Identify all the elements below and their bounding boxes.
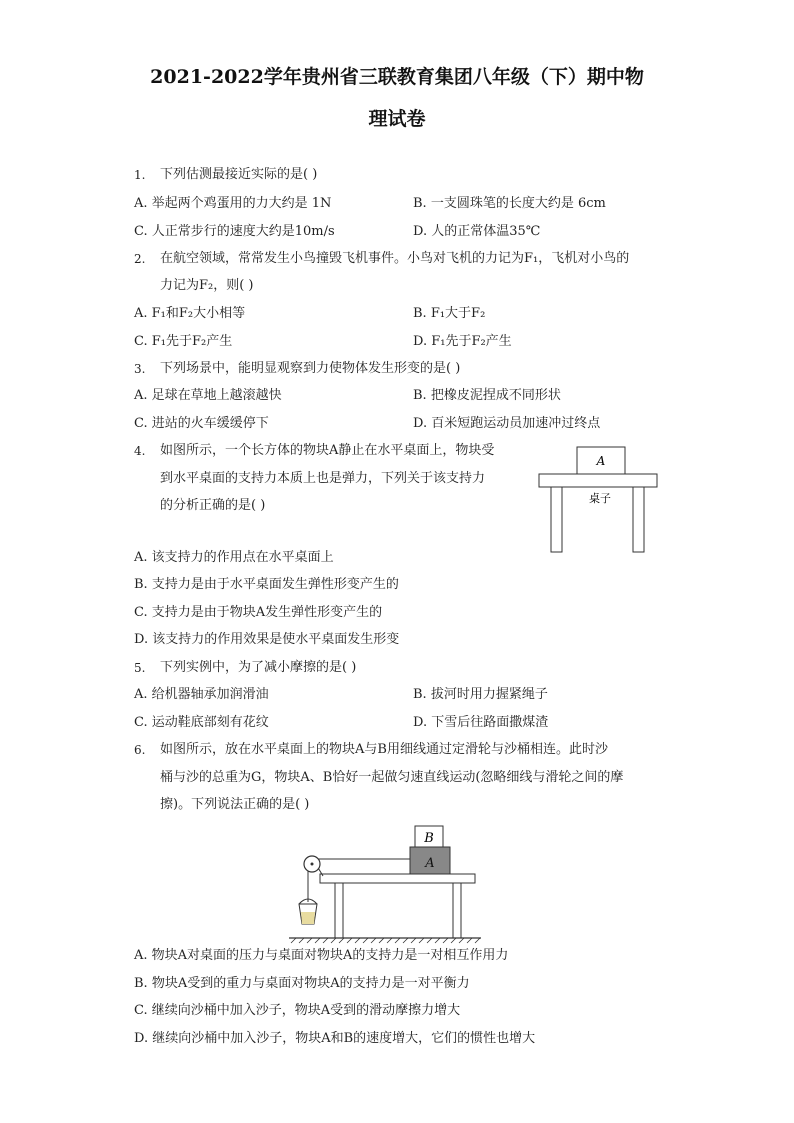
pulley-axle bbox=[311, 863, 314, 866]
question-stem-line3: 擦)。下列说法正确的是( ) bbox=[160, 797, 310, 812]
question-stem-line3: 的分析正确的是( ) bbox=[160, 498, 266, 513]
option-d[interactable]: D. 百米短跑运动员加速冲过终点 bbox=[413, 416, 601, 431]
option-a[interactable]: A. 举起两个鸡蛋用的力大约是 1N bbox=[134, 196, 332, 211]
block-a-label: A bbox=[596, 454, 606, 468]
question-number: 4. bbox=[134, 444, 146, 458]
question-number: 6. bbox=[134, 743, 146, 757]
option-b[interactable]: B. 支持力是由于水平桌面发生弹性形变产生的 bbox=[134, 577, 399, 592]
option-a[interactable]: A. 给机器轴承加润滑油 bbox=[134, 687, 269, 702]
option-c[interactable]: C. 继续向沙桶中加入沙子，物块A受到的滑动摩擦力增大 bbox=[134, 1003, 461, 1018]
option-a[interactable]: A. 物块A对桌面的压力与桌面对物块A的支持力是一对相互作用力 bbox=[134, 948, 509, 963]
question-number: 1. bbox=[134, 168, 146, 182]
ground-hatching bbox=[291, 938, 480, 943]
question-stem-line2: 桶与沙的总重为G，物块A、B恰好一起做匀速直线运动(忽略细线与滑轮之间的摩 bbox=[160, 770, 624, 785]
option-c[interactable]: C. 人正常步行的速度大约是10m/s bbox=[134, 224, 335, 239]
question-stem: 下列实例中，为了减小摩擦的是( ) bbox=[160, 660, 357, 675]
option-d[interactable]: D. 下雪后往路面撒煤渣 bbox=[413, 715, 549, 730]
option-c[interactable]: C. 运动鞋底部刻有花纹 bbox=[134, 715, 269, 730]
option-d[interactable]: D. 该支持力的作用效果是使水平桌面发生形变 bbox=[134, 632, 400, 647]
option-c[interactable]: C. F₁先于F₂产生 bbox=[134, 334, 233, 349]
question-stem: 下列估测最接近实际的是( ) bbox=[160, 167, 318, 182]
block-a-label: A bbox=[425, 856, 435, 871]
block-b-label: B bbox=[424, 831, 434, 846]
option-d[interactable]: D. 人的正常体温35℃ bbox=[413, 224, 541, 239]
option-a[interactable]: A. 足球在草地上越滚越快 bbox=[134, 388, 282, 403]
table-block-figure bbox=[535, 443, 665, 555]
option-c[interactable]: C. 支持力是由于物块A发生弹性形变产生的 bbox=[134, 605, 383, 620]
table-leg-right bbox=[633, 487, 644, 552]
page-title-line1: 2021-2022学年贵州省三联教育集团八年级（下）期中物 bbox=[150, 66, 644, 88]
option-b[interactable]: B. F₁大于F₂ bbox=[413, 306, 486, 321]
option-d[interactable]: D. F₁先于F₂产生 bbox=[413, 334, 512, 349]
question-stem-line1: 如图所示，一个长方体的物块A静止在水平桌面上，物块受 bbox=[160, 443, 495, 458]
question-number: 2. bbox=[134, 252, 146, 266]
option-a[interactable]: A. F₁和F₂大小相等 bbox=[134, 306, 246, 321]
question-number: 5. bbox=[134, 661, 146, 675]
sand bbox=[301, 912, 315, 924]
table-leg-right bbox=[453, 883, 461, 938]
option-b[interactable]: B. 拔河时用力握紧绳子 bbox=[413, 687, 548, 702]
table-label: 桌子 bbox=[589, 492, 611, 505]
tabletop bbox=[320, 874, 475, 883]
pulley-bucket-figure bbox=[283, 822, 483, 944]
question-stem-line2: 力记为F₂，则( ) bbox=[160, 278, 254, 293]
page-title-line2: 理试卷 bbox=[368, 108, 426, 130]
question-stem-line1: 在航空领域，常常发生小鸟撞毁飞机事件。小鸟对飞机的力记为F₁，飞机对小鸟的 bbox=[160, 251, 630, 266]
option-a[interactable]: A. 该支持力的作用点在水平桌面上 bbox=[134, 550, 334, 565]
option-b[interactable]: B. 把橡皮泥捏成不同形状 bbox=[413, 388, 561, 403]
option-b[interactable]: B. 物块A受到的重力与桌面对物块A的支持力是一对平衡力 bbox=[134, 976, 470, 991]
question-number: 3. bbox=[134, 362, 146, 376]
tabletop bbox=[539, 474, 657, 487]
table-leg-left bbox=[335, 883, 343, 938]
option-c[interactable]: C. 进站的火车缓缓停下 bbox=[134, 416, 269, 431]
question-stem-line1: 如图所示，放在水平桌面上的物块A与B用细线通过定滑轮与沙桶相连。此时沙 bbox=[160, 742, 608, 757]
table-leg-left bbox=[551, 487, 562, 552]
question-stem-line2: 到水平桌面的支持力本质上也是弹力，下列关于该支持力 bbox=[160, 471, 486, 486]
option-d[interactable]: D. 继续向沙桶中加入沙子，物块A和B的速度增大，它们的惯性也增大 bbox=[134, 1031, 536, 1046]
question-stem: 下列场景中，能明显观察到力使物体发生形变的是( ) bbox=[160, 361, 461, 376]
option-b[interactable]: B. 一支圆珠笔的长度大约是 6cm bbox=[413, 196, 606, 211]
